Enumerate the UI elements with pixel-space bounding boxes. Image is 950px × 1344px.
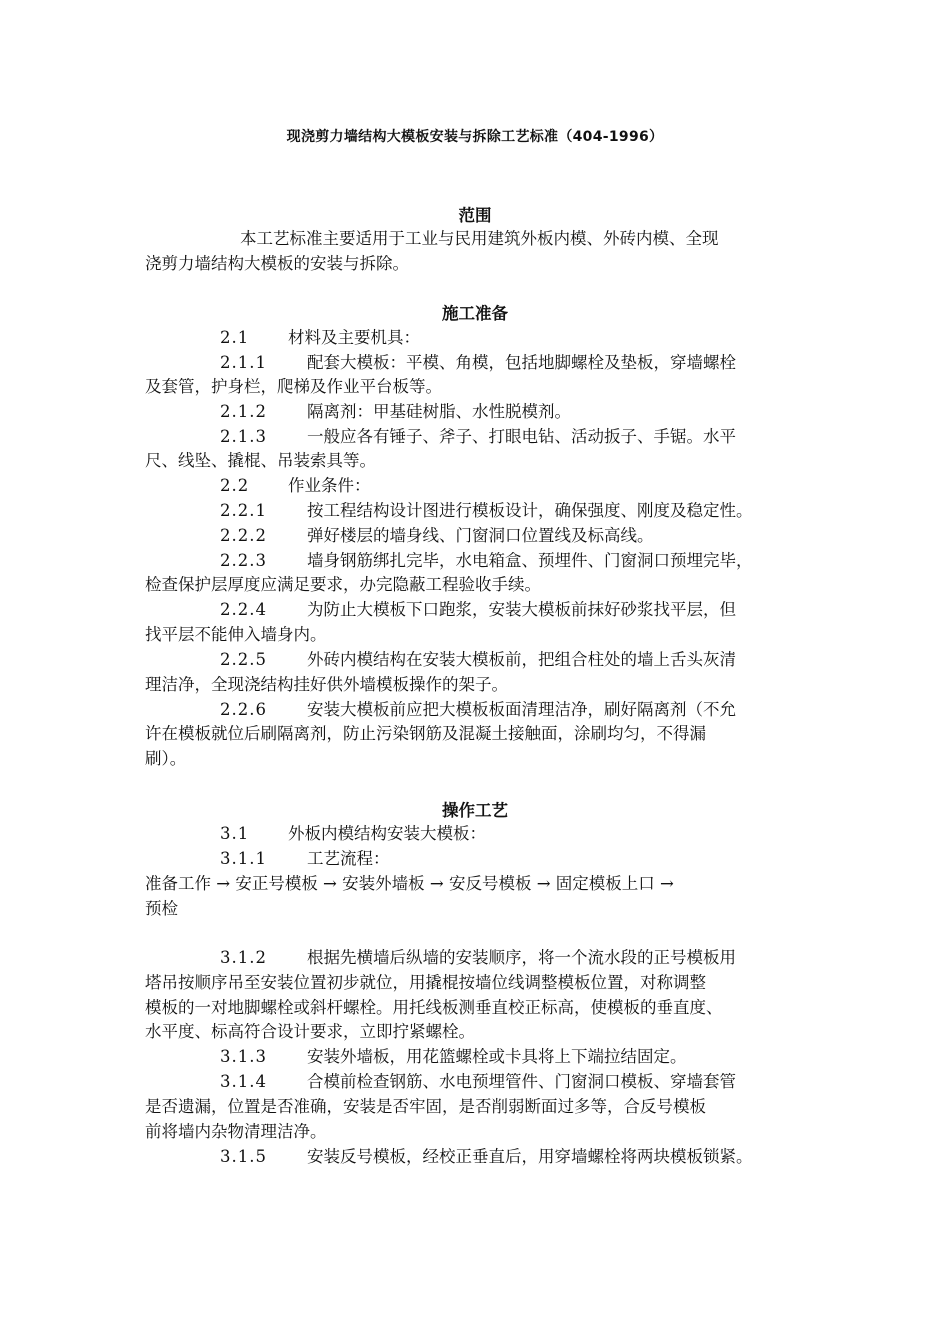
section-heading-operation: 操作工艺	[442, 801, 508, 820]
clause-number: 2.2.1	[220, 501, 267, 520]
paragraph-line: 本工艺标准主要适用于工业与民用建筑外板内模、外砖内模、全现	[240, 229, 719, 248]
clause-text: 作业条件：	[288, 476, 371, 495]
clause-text: 墙身钢筋绑扎完毕，水电箱盒、预埋件、门窗洞口预埋完毕，	[307, 551, 753, 570]
clause-line	[220, 821, 486, 846]
process-flow: 准备工作 → 安正号模板 → 安装外墙板 → 安反号模板 → 固定模板上口 →	[145, 874, 674, 893]
clause-line	[220, 945, 736, 970]
clause-text: 按工程结构设计图进行模板设计，确保强度、刚度及稳定性。	[307, 501, 753, 520]
clause-number: 2.2.4	[220, 600, 267, 619]
clause-number: 2.2.3	[220, 551, 267, 570]
clause-text-cont: 是否遗漏，位置是否准确，安装是否牢固，是否削弱断面过多等，合反号模板	[145, 1097, 706, 1116]
clause-line	[220, 697, 736, 722]
clause-text: 外砖内模结构在安装大模板前，把组合柱处的墙上舌头灰清	[307, 650, 736, 669]
clause-text-cont: 前将墙内杂物清理洁净。	[145, 1122, 327, 1141]
clause-text: 外板内模结构安装大模板：	[288, 824, 486, 843]
clause-number: 3.1.5	[220, 1147, 267, 1166]
clause-number: 2.2.5	[220, 650, 267, 669]
paragraph-line: 浇剪力墙结构大模板的安装与拆除。	[145, 254, 409, 273]
clause-text: 合模前检查钢筋、水电预埋管件、门窗洞口模板、穿墙套管	[307, 1072, 736, 1091]
clause-text-cont: 刷）。	[145, 749, 187, 768]
process-flow-cont: 预检	[145, 899, 178, 918]
clause-line	[220, 350, 736, 375]
clause-text: 为防止大模板下口跑浆，安装大模板前抹好砂浆找平层，但	[307, 600, 736, 619]
clause-text: 材料及主要机具：	[288, 328, 420, 347]
clause-number: 3.1.1	[220, 849, 267, 868]
clause-text: 根据先横墙后纵墙的安装顺序，将一个流水段的正号模板用	[307, 948, 736, 967]
clause-line	[220, 846, 390, 871]
clause-number: 2.2	[220, 476, 250, 495]
clause-text: 配套大模板：平模、角模，包括地脚螺栓及垫板，穿墙螺栓	[307, 353, 736, 372]
clause-text-cont: 及套管，护身栏，爬梯及作业平台板等。	[145, 377, 442, 396]
clause-text-cont: 水平度、标高符合设计要求，立即拧紧螺栓。	[145, 1022, 475, 1041]
clause-number: 2.1.2	[220, 402, 267, 421]
clause-line	[220, 325, 420, 350]
clause-number: 2.2.2	[220, 526, 267, 545]
clause-number: 3.1.3	[220, 1047, 267, 1066]
clause-line	[220, 647, 736, 672]
clause-text: 安装外墙板，用花篮螺栓或卡具将上下端拉结固定。	[307, 1047, 687, 1066]
clause-number: 2.1	[220, 328, 250, 347]
clause-text-cont: 理洁净，全现浇结构挂好供外墙模板操作的架子。	[145, 675, 508, 694]
clause-text: 安装反号模板，经校正垂直后，用穿墙螺栓将两块模板锁紧。	[307, 1147, 753, 1166]
clause-text-cont: 尺、线坠、撬棍、吊装索具等。	[145, 451, 376, 470]
clause-line	[220, 597, 736, 622]
clause-text: 弹好楼层的墙身线、门窗洞口位置线及标高线。	[307, 526, 654, 545]
clause-text: 工艺流程：	[307, 849, 390, 868]
clause-number: 2.1.1	[220, 353, 267, 372]
clause-line	[220, 1144, 753, 1169]
clause-text: 安装大模板前应把大模板板面清理洁净，刷好隔离剂（不允	[307, 700, 736, 719]
clause-line	[220, 548, 753, 573]
clause-text: 隔离剂：甲基硅树脂、水性脱模剂。	[307, 402, 571, 421]
clause-text-cont: 塔吊按顺序吊至安装位置初步就位，用撬棍按墙位线调整模板位置，对称调整	[145, 973, 706, 992]
clause-number: 3.1	[220, 824, 250, 843]
section-heading-preparation: 施工准备	[442, 304, 508, 323]
clause-line	[220, 424, 736, 449]
document-title: 现浇剪力墙结构大模板安装与拆除工艺标准（404-1996）	[286, 129, 664, 145]
clause-line	[220, 498, 753, 523]
clause-text-cont: 找平层不能伸入墙身内。	[145, 625, 327, 644]
clause-number: 2.1.3	[220, 427, 267, 446]
clause-number: 3.1.2	[220, 948, 267, 967]
section-heading-scope: 范围	[458, 206, 492, 225]
clause-number: 3.1.4	[220, 1072, 267, 1091]
clause-line	[220, 473, 371, 498]
clause-text-cont: 检查保护层厚度应满足要求，办完隐蔽工程验收手续。	[145, 575, 541, 594]
clause-line	[220, 1044, 687, 1069]
clause-text-cont: 模板的一对地脚螺栓或斜杆螺栓。用托线板测垂直校正标高，使模板的垂直度、	[145, 998, 723, 1017]
clause-number: 2.2.6	[220, 700, 267, 719]
clause-text: 一般应各有锤子、斧子、打眼电钻、活动扳子、手锯。水平	[307, 427, 736, 446]
clause-line	[220, 523, 654, 548]
clause-text-cont: 许在模板就位后刷隔离剂，防止污染钢筋及混凝土接触面，涂刷均匀，不得漏	[145, 724, 706, 743]
clause-line	[220, 399, 571, 424]
clause-line	[220, 1069, 736, 1094]
